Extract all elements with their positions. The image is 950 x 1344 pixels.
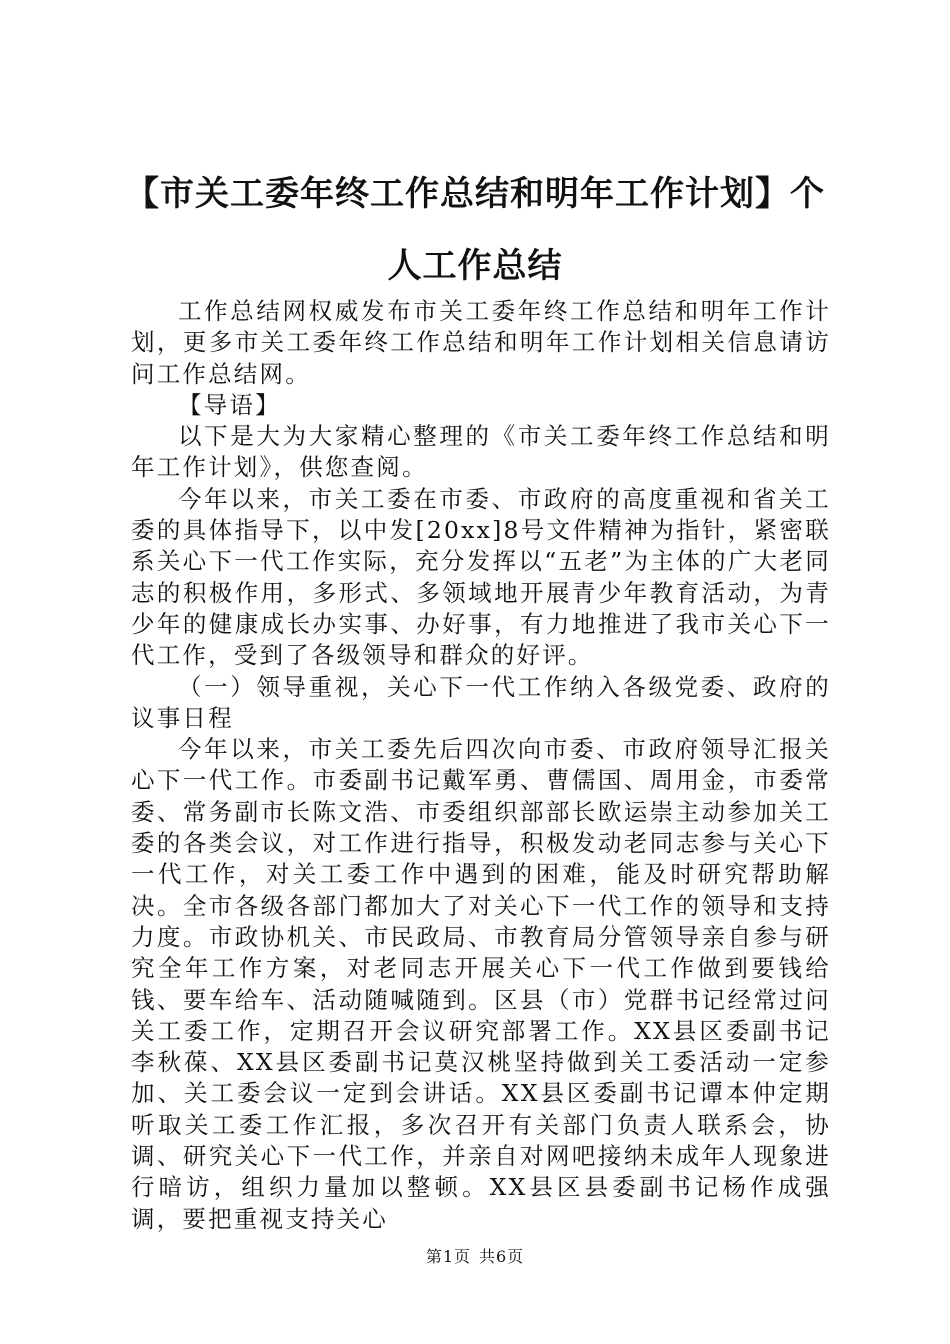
lead-paragraph: 以下是大为大家精心整理的《市关工委年终工作总结和明年工作计划》，供您查阅。	[131, 422, 831, 482]
body-paragraph: 今年以来，市关工委在市委、市政府的高度重视和省关工委的具体指导下，以中发[20xx]8号文件精神为指针，紧密联系关心下一代工作实际，充分发挥以“五老”为主体的广大老同志的积极作用，多形式、多领域地开展青少年教育活动，为青少年的健康成长办实事、办好事，有力地推进了我市关心下一代工作，受到了各级领导和群众的好评。	[131, 484, 831, 670]
body-paragraph: 今年以来，市关工委先后四次向市委、市政府领导汇报关心下一代工作。市委副书记戴军勇、曹儒国、周用金，市委常委、常务副市长陈文浩、市委组织部部长欧运崇主动参加关工委的各类会议，对工作进行指导，积极发动老同志参与关心下一代工作，对关工委工作中遇到的困难，能及时研究帮助解决。全市各级各部门都加大了对关心下一代工作的领导和支持力度。市政协机关、市民政局、市教育局分管领导亲自参与研究全年工作方案，对老同志开展关心下一代工作做到要钱给钱、要车给车、活动随喊随到。区县（市）党群书记经常过问关工委工作，定期召开会议研究部署工作。XX县区委副书记李秋葆、XX县区委副书记莫汉桃坚持做到关工委活动一定参加、关工委会议一定到会讲话。XX县区委副书记谭本仲定期听取关工委工作汇报，多次召开有关部门负责人联系会，协调、研究关心下一代工作，并亲自对网吧接纳未成年人现象进行暗访，组织力量加以整顿。XX县区县委副书记杨作成强调，要把重视支持关心	[131, 735, 831, 1233]
document-title: 【市关工委年终工作总结和明年工作计划】个人工作总结	[125, 174, 825, 286]
page-footer	[0, 1244, 950, 1267]
page-total: 共6页	[479, 1247, 525, 1266]
section-heading: （一）领导重视，关心下一代工作纳入各级党委、政府的议事日程	[131, 672, 831, 732]
document-body	[131, 296, 831, 1235]
page-number: 第1页	[425, 1247, 471, 1266]
lead-heading: 【导语】	[178, 390, 281, 419]
intro-paragraph: 工作总结网权威发布市关工委年终工作总结和明年工作计划，更多市关工委年终工作总结和明年工作计划相关信息请访问工作总结网。	[131, 297, 831, 388]
